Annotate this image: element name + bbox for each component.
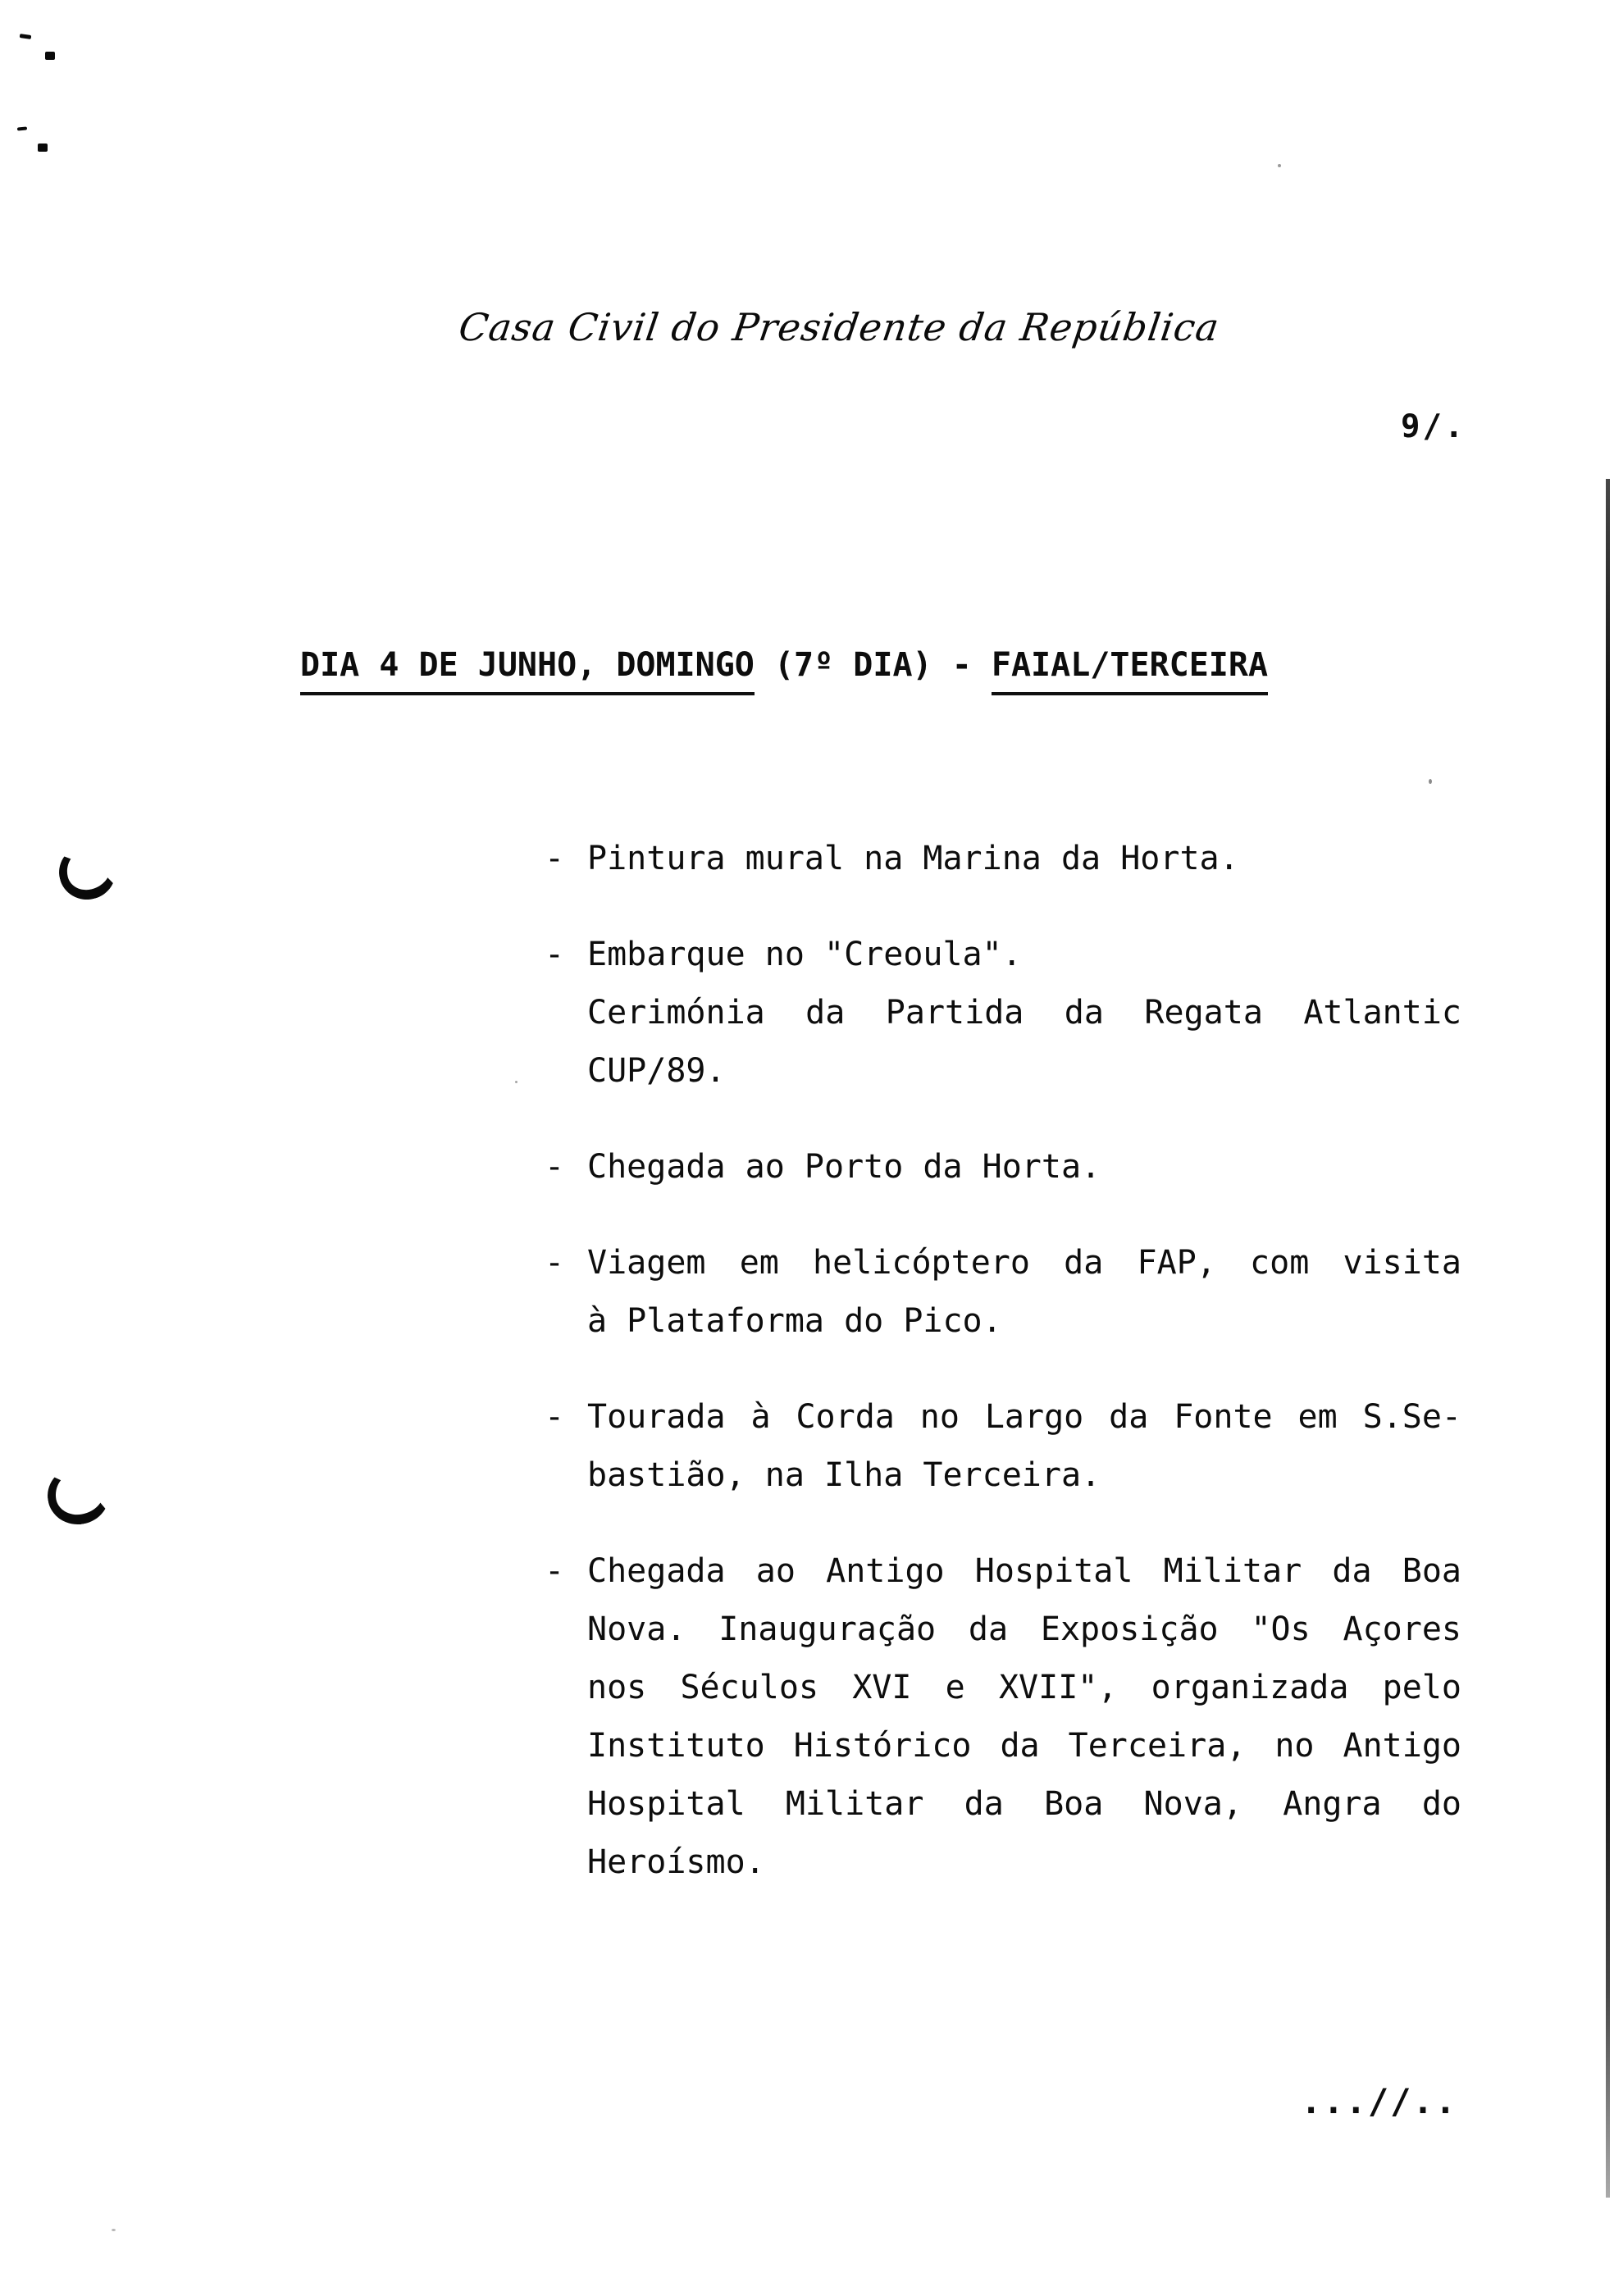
list-item-line: Pintura mural na Marina da Horta. [587, 840, 1239, 877]
title-location: FAIAL/TERCEIRA [992, 646, 1268, 695]
scan-speck [17, 126, 27, 130]
list-item-line: à Plataforma do Pico. [587, 1302, 1002, 1340]
list-item [545, 1234, 1461, 1351]
list-item-line: Instituto Histórico da Terceira, no Antigo [587, 1727, 1461, 1765]
list-item-line: Viagem em helicóptero da FAP, com visita [587, 1244, 1461, 1282]
scan-speck [45, 52, 55, 60]
binder-mark-bottom [43, 1461, 113, 1529]
list-item [545, 926, 1461, 1100]
scan-speck [20, 34, 32, 39]
scan-edge-line [1606, 479, 1610, 2198]
bullet-dash: - [545, 936, 565, 973]
scan-dot [112, 2229, 116, 2231]
title-day-part: (7º DIA) - [754, 646, 992, 684]
bullet-dash: - [545, 840, 565, 877]
scan-speck [38, 144, 48, 152]
agenda-list [545, 830, 1461, 1929]
list-item-line: Hospital Militar da Boa Nova, Angra do [587, 1785, 1461, 1823]
scan-dot [1429, 779, 1432, 784]
letterhead-script: Casa Civil do Presidente da República [456, 305, 1223, 349]
list-item-line: Embarque no "Creoula". [587, 936, 1022, 973]
list-item [545, 1542, 1461, 1892]
scan-dot [515, 1081, 517, 1083]
list-item-line: Chegada ao Antigo Hospital Militar da Boa [587, 1552, 1461, 1590]
bullet-dash: - [545, 1244, 565, 1282]
list-item-lines [587, 1234, 1461, 1351]
document-title [300, 646, 1268, 684]
list-item-line: bastião, na Ilha Terceira. [587, 1456, 1101, 1494]
binder-mark-top [53, 839, 121, 906]
list-item-lines [587, 926, 1461, 1100]
list-item-line: Chegada ao Porto da Horta. [587, 1148, 1101, 1186]
title-date: DIA 4 DE JUNHO, DOMINGO [300, 646, 755, 695]
list-item-lines [587, 830, 1461, 888]
bullet-dash: - [545, 1148, 565, 1186]
list-item-line: Tourada à Corda no Largo da Fonte em S.Se- [587, 1398, 1461, 1436]
bullet-dash: - [545, 1552, 565, 1590]
list-item-line: CUP/89. [587, 1052, 726, 1090]
list-item-line: Heroísmo. [587, 1843, 765, 1881]
list-item-lines [587, 1138, 1461, 1196]
page-number: 9/. [1401, 408, 1466, 445]
bullet-dash: - [545, 1398, 565, 1436]
continuation-mark: ...//.. [1301, 2081, 1458, 2121]
list-item-line: nos Séculos XVI e XVII", organizada pelo [587, 1669, 1461, 1706]
list-item-line: Nova. Inauguração da Exposição "Os Açores [587, 1610, 1461, 1648]
scan-dot [1278, 164, 1281, 167]
list-item [545, 1138, 1461, 1196]
list-item [545, 830, 1461, 888]
list-item-lines [587, 1388, 1461, 1505]
list-item-lines [587, 1542, 1461, 1892]
list-item-line: Cerimónia da Partida da Regata Atlantic [587, 994, 1461, 1032]
list-item [545, 1388, 1461, 1505]
